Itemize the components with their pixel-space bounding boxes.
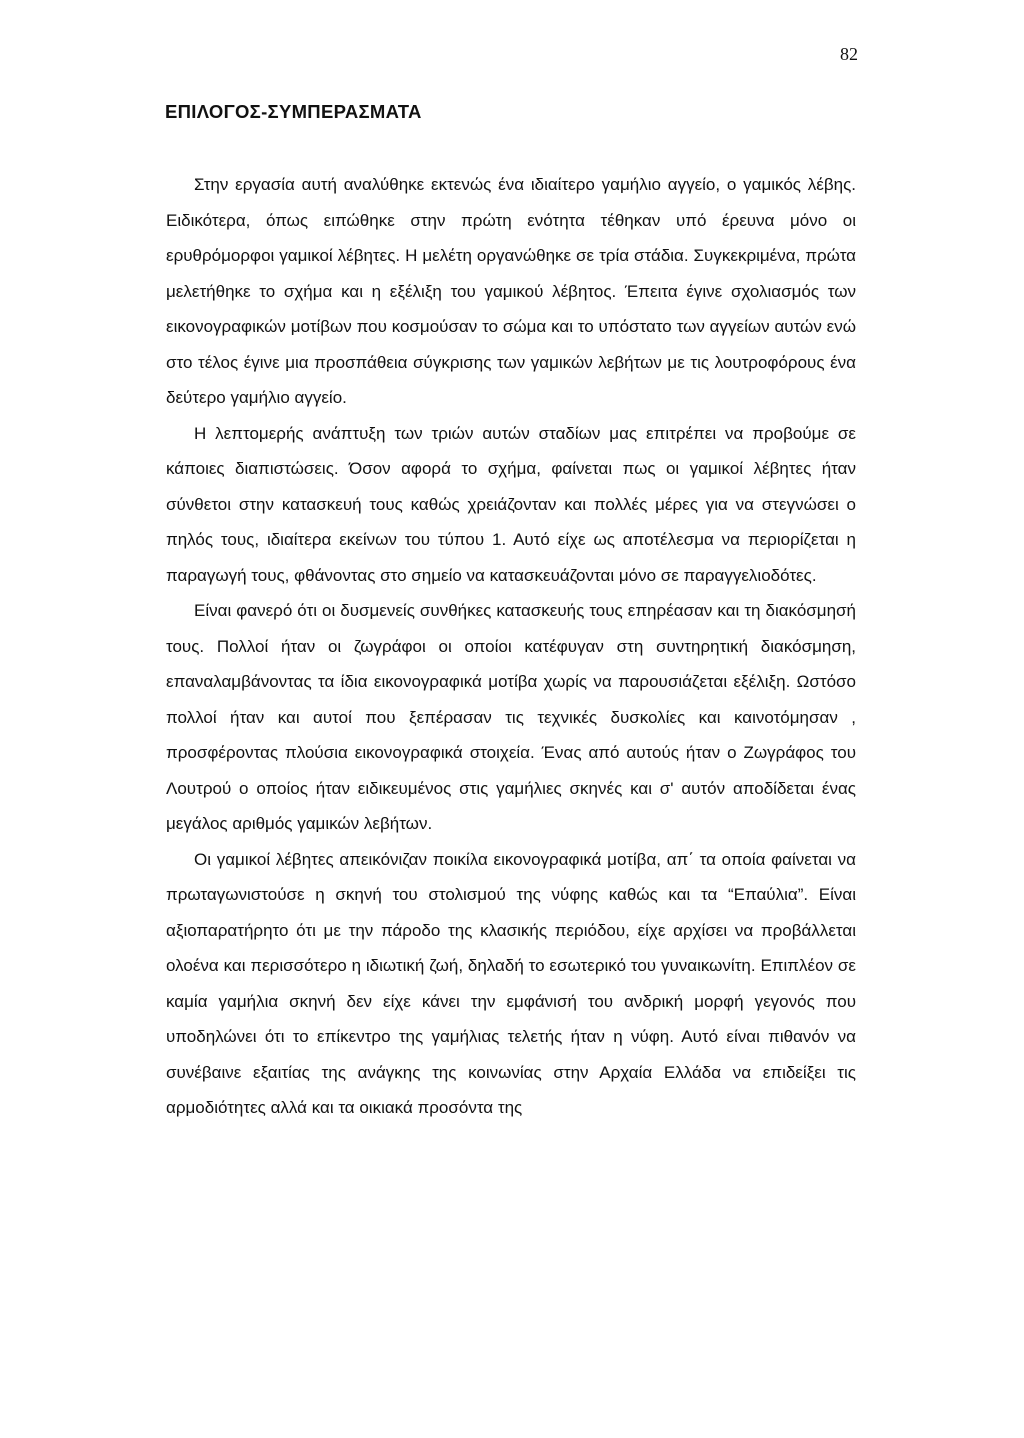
paragraph: Είναι φανερό ότι οι δυσμενείς συνθήκες κατασκευής τους επηρέασαν και τη διακόσμησή τους. Πολλοί ήταν οι ζωγράφοι οι οποίοι κατέφυγαν στη συντηρητική διακόσμηση, επαναλαμβάνοντας τα ίδια εικονογραφικά μοτίβα χωρίς να παρουσιάζεται εξέλιξη. Ωστόσο πολλοί ήταν και αυτοί που ξεπέρασαν τις τεχνικές δυσκολίες και καινοτόμησαν , προσφέροντας πλούσια εικονογραφικά στοιχεία. Ένας από αυτούς ήταν ο Ζωγράφος του Λουτρού ο οποίος ήταν ειδικευμένος στις γαμήλιες σκηνές και σ' αυτόν αποδίδεται ένας μεγάλος αριθμός γαμικών λεβήτων. (166, 601, 856, 833)
section-heading: ΕΠΙΛΟΓΟΣ-ΣΥΜΠΕΡΑΣΜΑΤΑ (165, 101, 422, 122)
page-number: 82 (840, 44, 858, 64)
paragraph: Στην εργασία αυτή αναλύθηκε εκτενώς ένα ιδιαίτερο γαμήλιο αγγείο, ο γαμικός λέβης. Ειδικότερα, όπως ειπώθηκε στην πρώτη ενότητα τέθηκαν υπό έρευνα μόνο οι ερυθρόμορφοι γαμικοί λέβητες. Η μελέτη οργανώθηκε σε τρία στάδια. Συγκεκριμένα, πρώτα μελετήθηκε το σχήμα και η εξέλιξη του γαμικού λέβητος. Έπειτα έγινε σχολιασμός των εικονογραφικών μοτίβων που κοσμούσαν το σώμα και το υπόστατο των αγγείων αυτών ενώ στο τέλος έγινε μια προσπάθεια σύγκρισης των γαμικών λεβήτων με τις λουτροφόρους ένα δεύτερο γαμήλιο αγγείο. (166, 175, 856, 407)
paragraph: Η λεπτομερής ανάπτυξη των τριών αυτών σταδίων μας επιτρέπει να προβούμε σε κάποιες διαπιστώσεις. Όσον αφορά το σχήμα, φαίνεται πως οι γαμικοί λέβητες ήταν σύνθετοι στην κατασκευή τους καθώς χρειάζονταν και πολλές μέρες για να στεγνώσει ο πηλός τους, ιδιαίτερα εκείνων του τύπου 1. Αυτό είχε ως αποτέλεσμα να περιορίζεται η παραγωγή τους, φθάνοντας στο σημείο να κατασκευάζονται μόνο σε παραγγελιοδότες. (166, 423, 856, 585)
body-text (166, 167, 856, 1126)
paragraph: Οι γαμικοί λέβητες απεικόνιζαν ποικίλα εικονογραφικά μοτίβα, απ΄ τα οποία φαίνεται να πρωταγωνιστούσε η σκηνή του στολισμού της νύφης καθώς και τα “Επαύλια”. Είναι αξιοπαρατήρητο ότι με την πάροδο της κλασικής περιόδου, είχε αρχίσει να προβάλλεται ολοένα και περισσότερο η ιδιωτική ζωή, δηλαδή το εσωτερικό του γυναικωνίτη. Επιπλέον σε καμία γαμήλια σκηνή δεν είχε κάνει την εμφάνισή του ανδρική μορφή γεγονός που υποδηλώνει ότι το επίκεντρο της γαμήλιας τελετής ήταν η νύφη. Αυτό είναι πιθανόν να συνέβαινε εξαιτίας της ανάγκης της κοινωνίας στην Αρχαία Ελλάδα να επιδείξει τις αρμοδιότητες αλλά και τα οικιακά προσόντα της (166, 849, 856, 1117)
